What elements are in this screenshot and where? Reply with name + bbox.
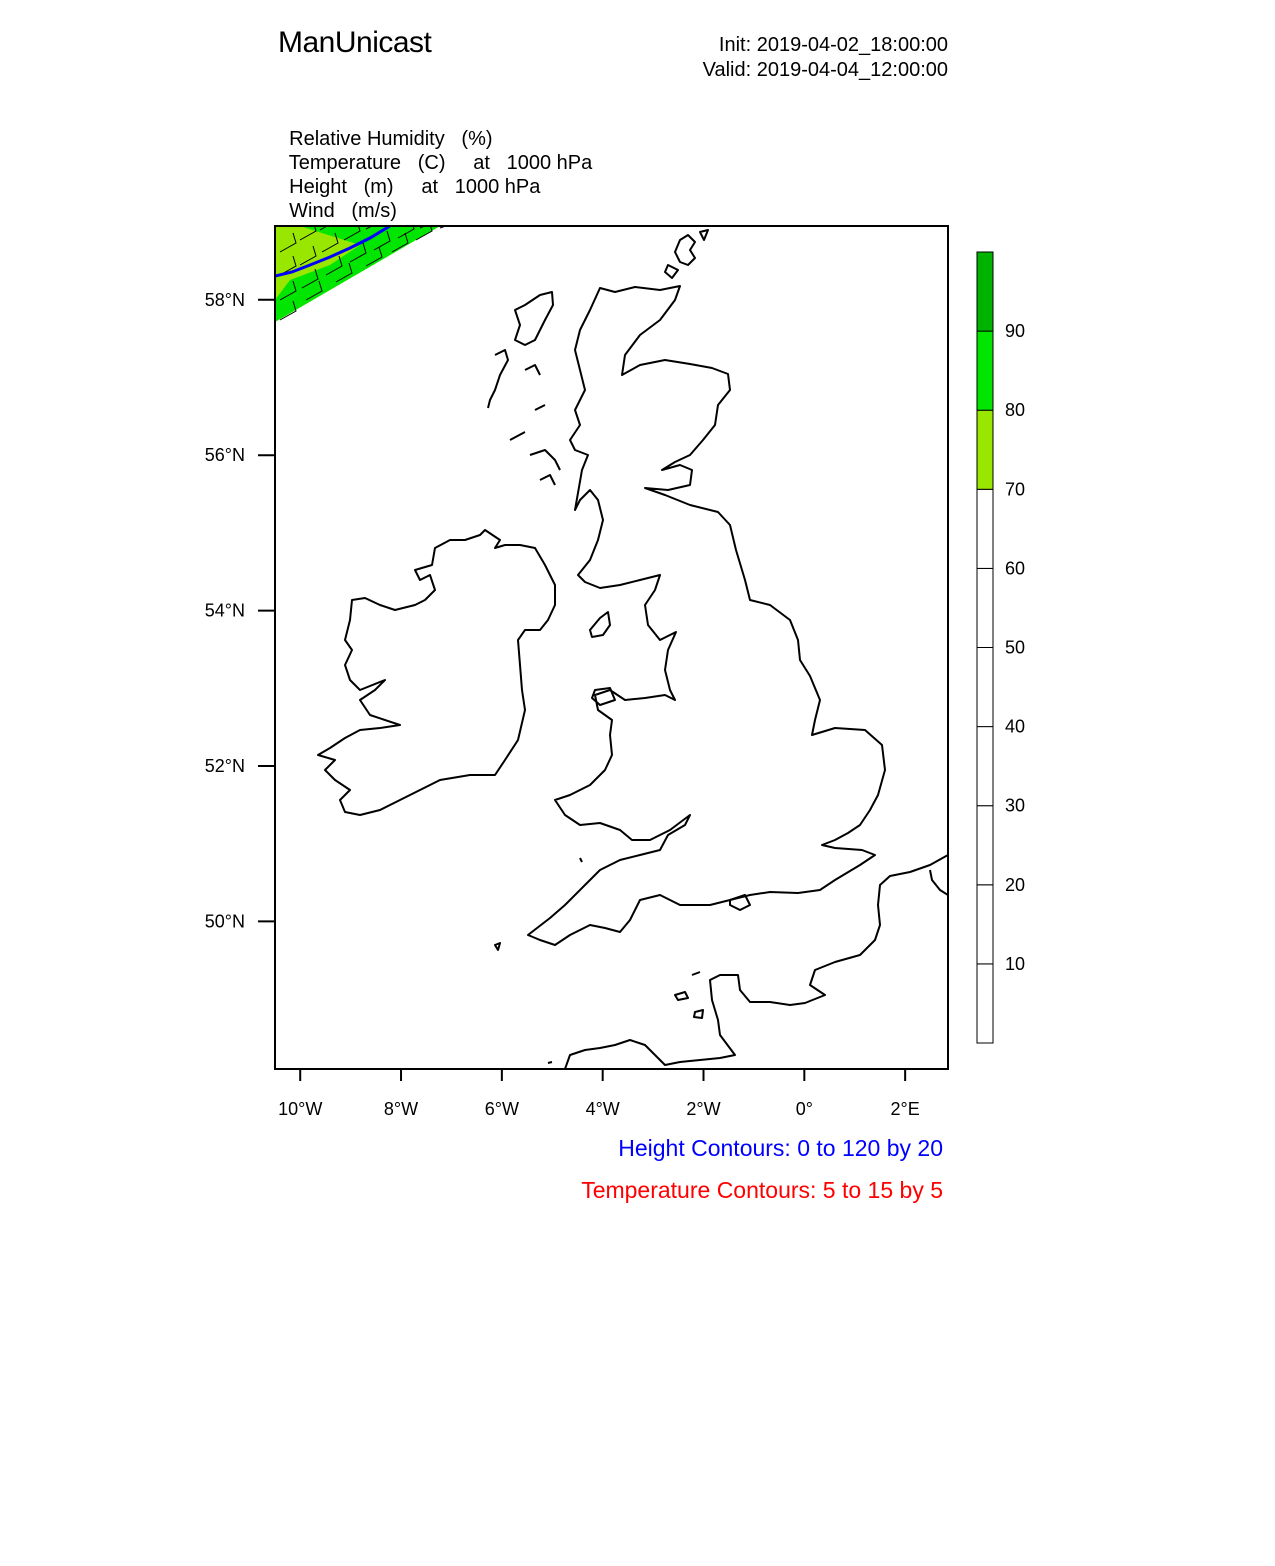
colorbar-label: 20 [1005, 874, 1026, 895]
lon-tick-label: 2°E [890, 1099, 920, 1119]
colorbar-box [977, 410, 993, 489]
colorbar-label: 60 [1005, 558, 1026, 579]
colorbar-box [977, 331, 993, 410]
field-unit: (%) [461, 128, 493, 150]
colorbar-box [977, 252, 993, 331]
colorbar-label: 70 [1005, 479, 1026, 500]
field-name: Relative Humidity [289, 128, 445, 150]
lon-tick-label: 8°W [383, 1099, 419, 1119]
colorbar-box [977, 964, 993, 1043]
hebrides-isles [488, 350, 560, 485]
colorbar-box [977, 806, 993, 885]
map-frame [275, 226, 948, 1069]
longitude-axis [278, 1069, 920, 1119]
lat-tick-label: 58°N [204, 289, 245, 310]
field-name: Temperature [288, 152, 402, 174]
lon-tick-label: 4°W [585, 1099, 620, 1119]
great-britain-coast [528, 286, 885, 945]
colorbar-box [977, 489, 993, 568]
coastlines [318, 230, 948, 1069]
colorbar-label: 50 [1005, 637, 1026, 658]
colorbar-label: 80 [1005, 400, 1026, 421]
colorbar [977, 252, 1025, 1043]
isle-of-man-coast [590, 612, 610, 637]
orkney-shetland-coast [665, 230, 708, 278]
lon-tick-label: 6°W [484, 1099, 519, 1119]
lat-tick-label: 52°N [204, 755, 245, 776]
field-level: at 1000 hPa [473, 152, 593, 174]
lon-tick-label: 0° [795, 1099, 813, 1119]
colorbar-box [977, 648, 993, 727]
latitude-axis [205, 290, 275, 932]
colorbar-box [977, 885, 993, 964]
field-unit: (m) [363, 176, 394, 198]
field-level: at 1000 hPa [421, 176, 541, 198]
temperature-contours-note: Temperature Contours: 5 to 15 by 5 [581, 1177, 943, 1203]
lon-tick-label: 10°W [278, 1099, 323, 1119]
map-interior [275, 214, 948, 1069]
channel-islands [495, 858, 703, 1063]
map-title: ManUnicast [278, 26, 432, 59]
colorbar-label: 40 [1005, 716, 1026, 737]
lat-tick-label: 50°N [204, 911, 245, 932]
colorbar-box [977, 727, 993, 806]
outer-hebrides-coast [515, 292, 553, 345]
field-unit: (m/s) [351, 200, 397, 222]
lat-tick-label: 54°N [204, 600, 245, 621]
lon-tick-label: 2°W [686, 1099, 721, 1119]
field-name: Height [289, 176, 347, 198]
init-time: Init: 2019-04-02_18:00:00 [718, 34, 948, 56]
ireland-coast [318, 530, 555, 815]
isle-of-wight-coast [730, 895, 750, 910]
height-contours-note: Height Contours: 0 to 120 by 20 [618, 1135, 943, 1161]
france-inlet [930, 870, 948, 895]
lat-tick-label: 56°N [204, 445, 245, 466]
field-name: Wind [289, 200, 335, 222]
colorbar-label: 30 [1005, 795, 1026, 816]
colorbar-box [977, 568, 993, 647]
colorbar-label: 10 [1005, 953, 1026, 974]
colorbar-label: 90 [1005, 321, 1026, 342]
valid-time: Valid: 2019-04-04_12:00:00 [702, 59, 948, 81]
field-unit: (C) [417, 152, 446, 174]
france-coast [565, 855, 948, 1069]
